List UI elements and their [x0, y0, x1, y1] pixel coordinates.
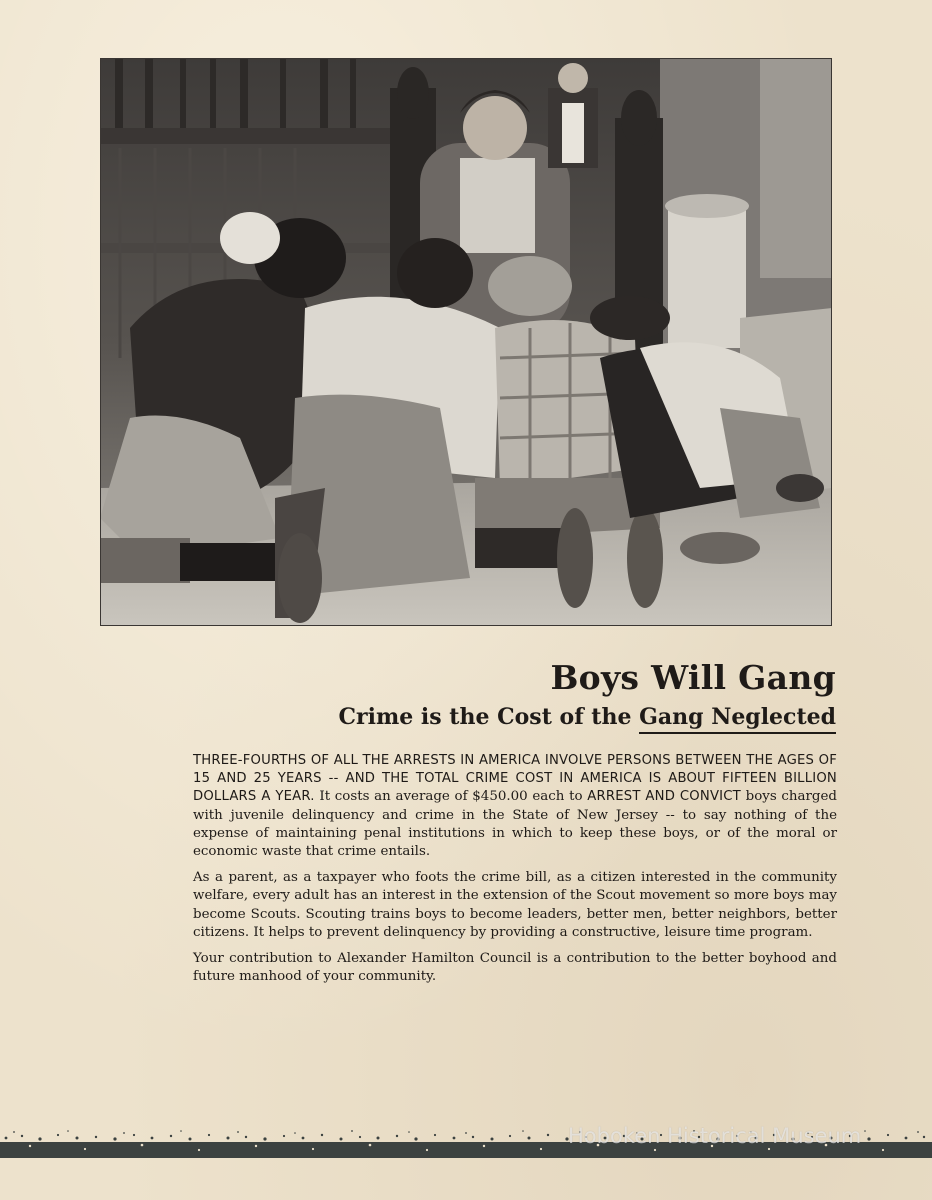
- paragraph-1: [193, 752, 837, 861]
- page-subtitle: [339, 704, 836, 730]
- body-text: [193, 752, 837, 994]
- subtitle-text: Crime is the Cost of the: [338, 704, 640, 730]
- subtitle-underlined: Gang Neglected: [639, 704, 836, 734]
- street-photo: [100, 58, 832, 626]
- paragraph-1-caps-mid: ARREST AND CONVICT: [587, 789, 741, 805]
- paragraph-2: As a parent, as a taxpayer who foots the crime bill, as a citizen interested in the community welfare, every adult has an interest in the extension of the Scout movement so more boys may become Scouts. Scouting trains boys to become leaders, better men, better neighbors, better citizens. It helps to prevent delinquency by providing a constructive, leisure time program.: [193, 870, 837, 940]
- museum-watermark: Hoboken Historical Museum: [568, 1124, 862, 1148]
- photo-boys-kneeling-icon: [100, 58, 832, 626]
- paragraph-1-text-b: boys charged with juvenile delinquency and crime in the State of New Jersey -- to say nothing of the expense of maintaining penal institutions in which to keep these boys, or of the moral or economic waste that crime entails.: [193, 789, 837, 860]
- page-title: Boys Will Gang: [550, 658, 836, 697]
- paragraph-3: Your contribution to Alexander Hamilton Council is a contribution to the better boyhood and future manhood of your community.: [193, 951, 837, 985]
- paragraph-1-text-a: It costs an average of $450.00 each to: [314, 789, 588, 805]
- paragraph-1-caps-lead: THREE-FOURTHS OF ALL THE ARRESTS IN AMERICA INVOLVE PERSONS BETWEEN THE AGES OF 15 AND 25 YEARS -- AND THE TOTAL CRIME COST IN AMERICA IS ABOUT FIFTEEN BILLION DOLLARS A YEAR.: [193, 753, 837, 805]
